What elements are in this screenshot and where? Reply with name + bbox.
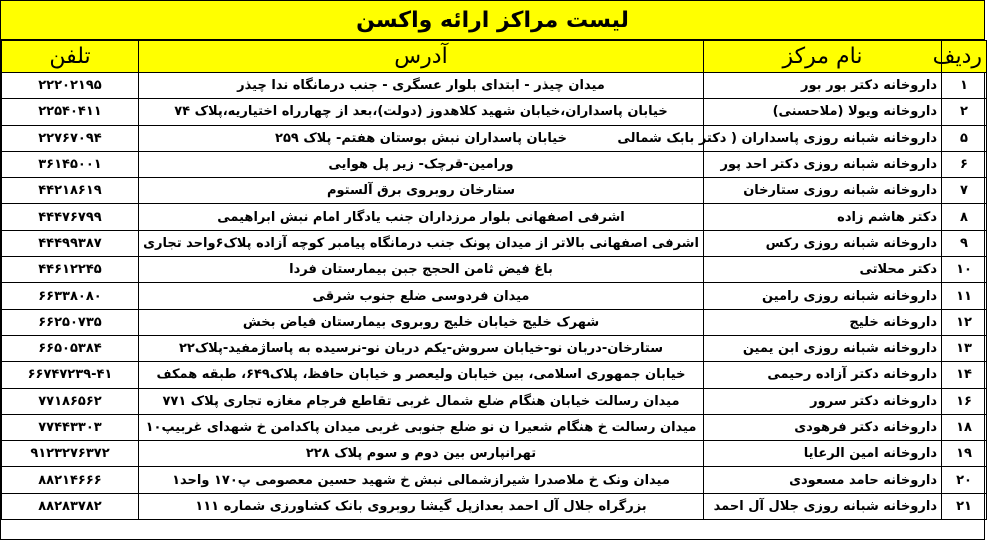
address-cell: ستارخان-دربان نو-خیابان سروش-یکم دربان نو-نرسیده به پاساژمفید-پلاک۲۲ bbox=[139, 335, 704, 361]
center-name-cell: دکتر محلاتی bbox=[704, 257, 942, 283]
address-cell: شهرک خلیج خیابان خلیج روبروی بیمارستان فیاض بخش bbox=[139, 309, 704, 335]
row-number-cell: ۲۰ bbox=[942, 467, 987, 493]
phone-cell: ۴۴۲۱۸۶۱۹ bbox=[2, 178, 139, 204]
center-name-cell: داروخانه شبانه روزی ستارخان bbox=[704, 178, 942, 204]
row-number-cell: ۲۱ bbox=[942, 493, 987, 519]
centers-table bbox=[1, 40, 987, 520]
table-row bbox=[2, 414, 987, 440]
phone-cell: ۴۴۴۹۹۳۸۷ bbox=[2, 230, 139, 256]
center-name-cell: داروخانه دکتر فرهودی bbox=[704, 414, 942, 440]
row-number-cell: ۷ bbox=[942, 178, 987, 204]
center-name-cell: دکتر هاشم زاده bbox=[704, 204, 942, 230]
center-name-cell: داروخانه شبانه روزی ابن یمین bbox=[704, 335, 942, 361]
table-row bbox=[2, 99, 987, 125]
phone-cell: ۳۶۱۴۵۰۰۱ bbox=[2, 151, 139, 177]
address-cell: اشرفی اصفهانی بالاتر از میدان پونک جنب درمانگاه پیامبر کوچه آزاده پلاک۶واحد تجاری bbox=[139, 230, 704, 256]
center-name-cell: داروخانه شبانه روزی جلال آل احمد bbox=[704, 493, 942, 519]
row-number-cell: ۵ bbox=[942, 125, 987, 151]
address-cell: میدان چیذر - ابتدای بلوار عسگری - جنب درمانگاه ندا چیذر bbox=[139, 73, 704, 99]
phone-cell: ۲۲۲۰۲۱۹۵ bbox=[2, 73, 139, 99]
table-row bbox=[2, 178, 987, 204]
table-row bbox=[2, 151, 987, 177]
address-cell: خیابان جمهوری اسلامی، بین خیابان ولیعصر و خیابان حافظ، پلاک۶۴۹، طبقه همکف bbox=[139, 362, 704, 388]
table-row bbox=[2, 335, 987, 361]
center-name-cell: داروخانه شبانه روزی دکتر احد پور bbox=[704, 151, 942, 177]
table-row bbox=[2, 493, 987, 519]
table-row bbox=[2, 73, 987, 99]
address-cell: ورامین-قرچک- زیر پل هوایی bbox=[139, 151, 704, 177]
center-name-cell: داروخانه ویولا (ملاحسنی) bbox=[704, 99, 942, 125]
phone-cell: ۲۲۷۶۷۰۹۴ bbox=[2, 125, 139, 151]
address-cell: تهرانپارس بین دوم و سوم پلاک ۲۲۸ bbox=[139, 441, 704, 467]
header-phone: تلفن bbox=[2, 41, 139, 73]
phone-cell: ۷۷۱۸۶۵۶۲ bbox=[2, 388, 139, 414]
center-name-cell: داروخانه خلیج bbox=[704, 309, 942, 335]
page-title: لیست مراکز ارائه واکسن bbox=[356, 7, 629, 33]
phone-cell: ۹۱۲۳۲۷۶۳۷۲ bbox=[2, 441, 139, 467]
row-number-cell: ۱۹ bbox=[942, 441, 987, 467]
header-center-name: نام مرکز bbox=[704, 41, 942, 73]
table-row bbox=[2, 257, 987, 283]
table-row bbox=[2, 125, 987, 151]
center-name-cell: داروخانه شبانه روزی پاسداران ( دکتر بابک شمالی bbox=[704, 125, 942, 151]
center-name-cell: داروخانه دکتر آزاده رحیمی bbox=[704, 362, 942, 388]
phone-cell: ۶۶۲۵۰۷۳۵ bbox=[2, 309, 139, 335]
address-cell: خیابان پاسداران نبش بوستان هفتم- پلاک ۲۵۹ bbox=[139, 125, 704, 151]
address-cell: بزرگراه جلال آل احمد بعدازپل گیشا روبروی بانک کشاورزی شماره ۱۱۱ bbox=[139, 493, 704, 519]
row-number-cell: ۱ bbox=[942, 73, 987, 99]
address-cell: میدان ونک خ ملاصدرا شیرازشمالی نبش خ شهید حسین معصومی پ۱۷۰ واحد۱ bbox=[139, 467, 704, 493]
center-name-cell: داروخانه حامد مسعودی bbox=[704, 467, 942, 493]
phone-cell: ۸۸۲۸۳۷۸۲ bbox=[2, 493, 139, 519]
header-address: آدرس bbox=[139, 41, 704, 73]
row-number-cell: ۹ bbox=[942, 230, 987, 256]
address-cell: میدان رسالت خیابان هنگام ضلع شمال غربی تقاطع فرجام مغازه تجاری پلاک ۷۷۱ bbox=[139, 388, 704, 414]
row-number-cell: ۱۲ bbox=[942, 309, 987, 335]
center-name-cell: داروخانه شبانه روزی رکس bbox=[704, 230, 942, 256]
phone-cell: ۸۸۲۱۴۶۶۶ bbox=[2, 467, 139, 493]
row-number-cell: ۱۸ bbox=[942, 414, 987, 440]
row-number-cell: ۱۰ bbox=[942, 257, 987, 283]
table-row bbox=[2, 309, 987, 335]
center-name-cell: داروخانه دکتر بور بور bbox=[704, 73, 942, 99]
table-row bbox=[2, 441, 987, 467]
phone-cell: ۴۴۶۱۲۲۴۵ bbox=[2, 257, 139, 283]
center-name-cell: داروخانه شبانه روزی رامین bbox=[704, 283, 942, 309]
header-row bbox=[2, 41, 987, 73]
title-bar bbox=[1, 1, 984, 40]
table-body bbox=[2, 73, 987, 520]
table-row bbox=[2, 362, 987, 388]
phone-cell: ۶۶۵۰۵۳۸۴ bbox=[2, 335, 139, 361]
phone-cell: ۶۶۷۴۷۲۳۹-۴۱ bbox=[2, 362, 139, 388]
address-cell: ستارخان روبروی برق آلستوم bbox=[139, 178, 704, 204]
address-cell: خیابان پاسداران،خیابان شهید کلاهدوز (دولت)،بعد از چهارراه اختیاریه،پلاک ۷۴ bbox=[139, 99, 704, 125]
phone-cell: ۴۴۴۷۶۷۹۹ bbox=[2, 204, 139, 230]
row-number-cell: ۱۶ bbox=[942, 388, 987, 414]
table-row bbox=[2, 388, 987, 414]
address-cell: میدان رسالت خ هنگام شعیرا ن نو ضلع جنوبی غربی میدان پاکدامن خ شهدای غربیپ۱۰ bbox=[139, 414, 704, 440]
table-row bbox=[2, 204, 987, 230]
center-name-cell: داروخانه امین الرعایا bbox=[704, 441, 942, 467]
row-number-cell: ۸ bbox=[942, 204, 987, 230]
center-name-cell: داروخانه دکتر سرور bbox=[704, 388, 942, 414]
row-number-cell: ۶ bbox=[942, 151, 987, 177]
phone-cell: ۲۲۵۴۰۴۱۱ bbox=[2, 99, 139, 125]
phone-cell: ۶۶۳۳۸۰۸۰ bbox=[2, 283, 139, 309]
table-row bbox=[2, 283, 987, 309]
row-number-cell: ۱۳ bbox=[942, 335, 987, 361]
address-cell: اشرفی اصفهانی بلوار مرزداران جنب یادگار امام نبش ابراهیمی bbox=[139, 204, 704, 230]
row-number-cell: ۲ bbox=[942, 99, 987, 125]
address-cell: میدان فردوسی ضلع جنوب شرقی bbox=[139, 283, 704, 309]
table-row bbox=[2, 467, 987, 493]
header-row-number: ردیف bbox=[942, 41, 987, 73]
row-number-cell: ۱۱ bbox=[942, 283, 987, 309]
row-number-cell: ۱۴ bbox=[942, 362, 987, 388]
phone-cell: ۷۷۴۴۳۳۰۳ bbox=[2, 414, 139, 440]
address-cell: باغ فیض ثامن الحجج جبن بیمارستان فردا bbox=[139, 257, 704, 283]
table-row bbox=[2, 230, 987, 256]
